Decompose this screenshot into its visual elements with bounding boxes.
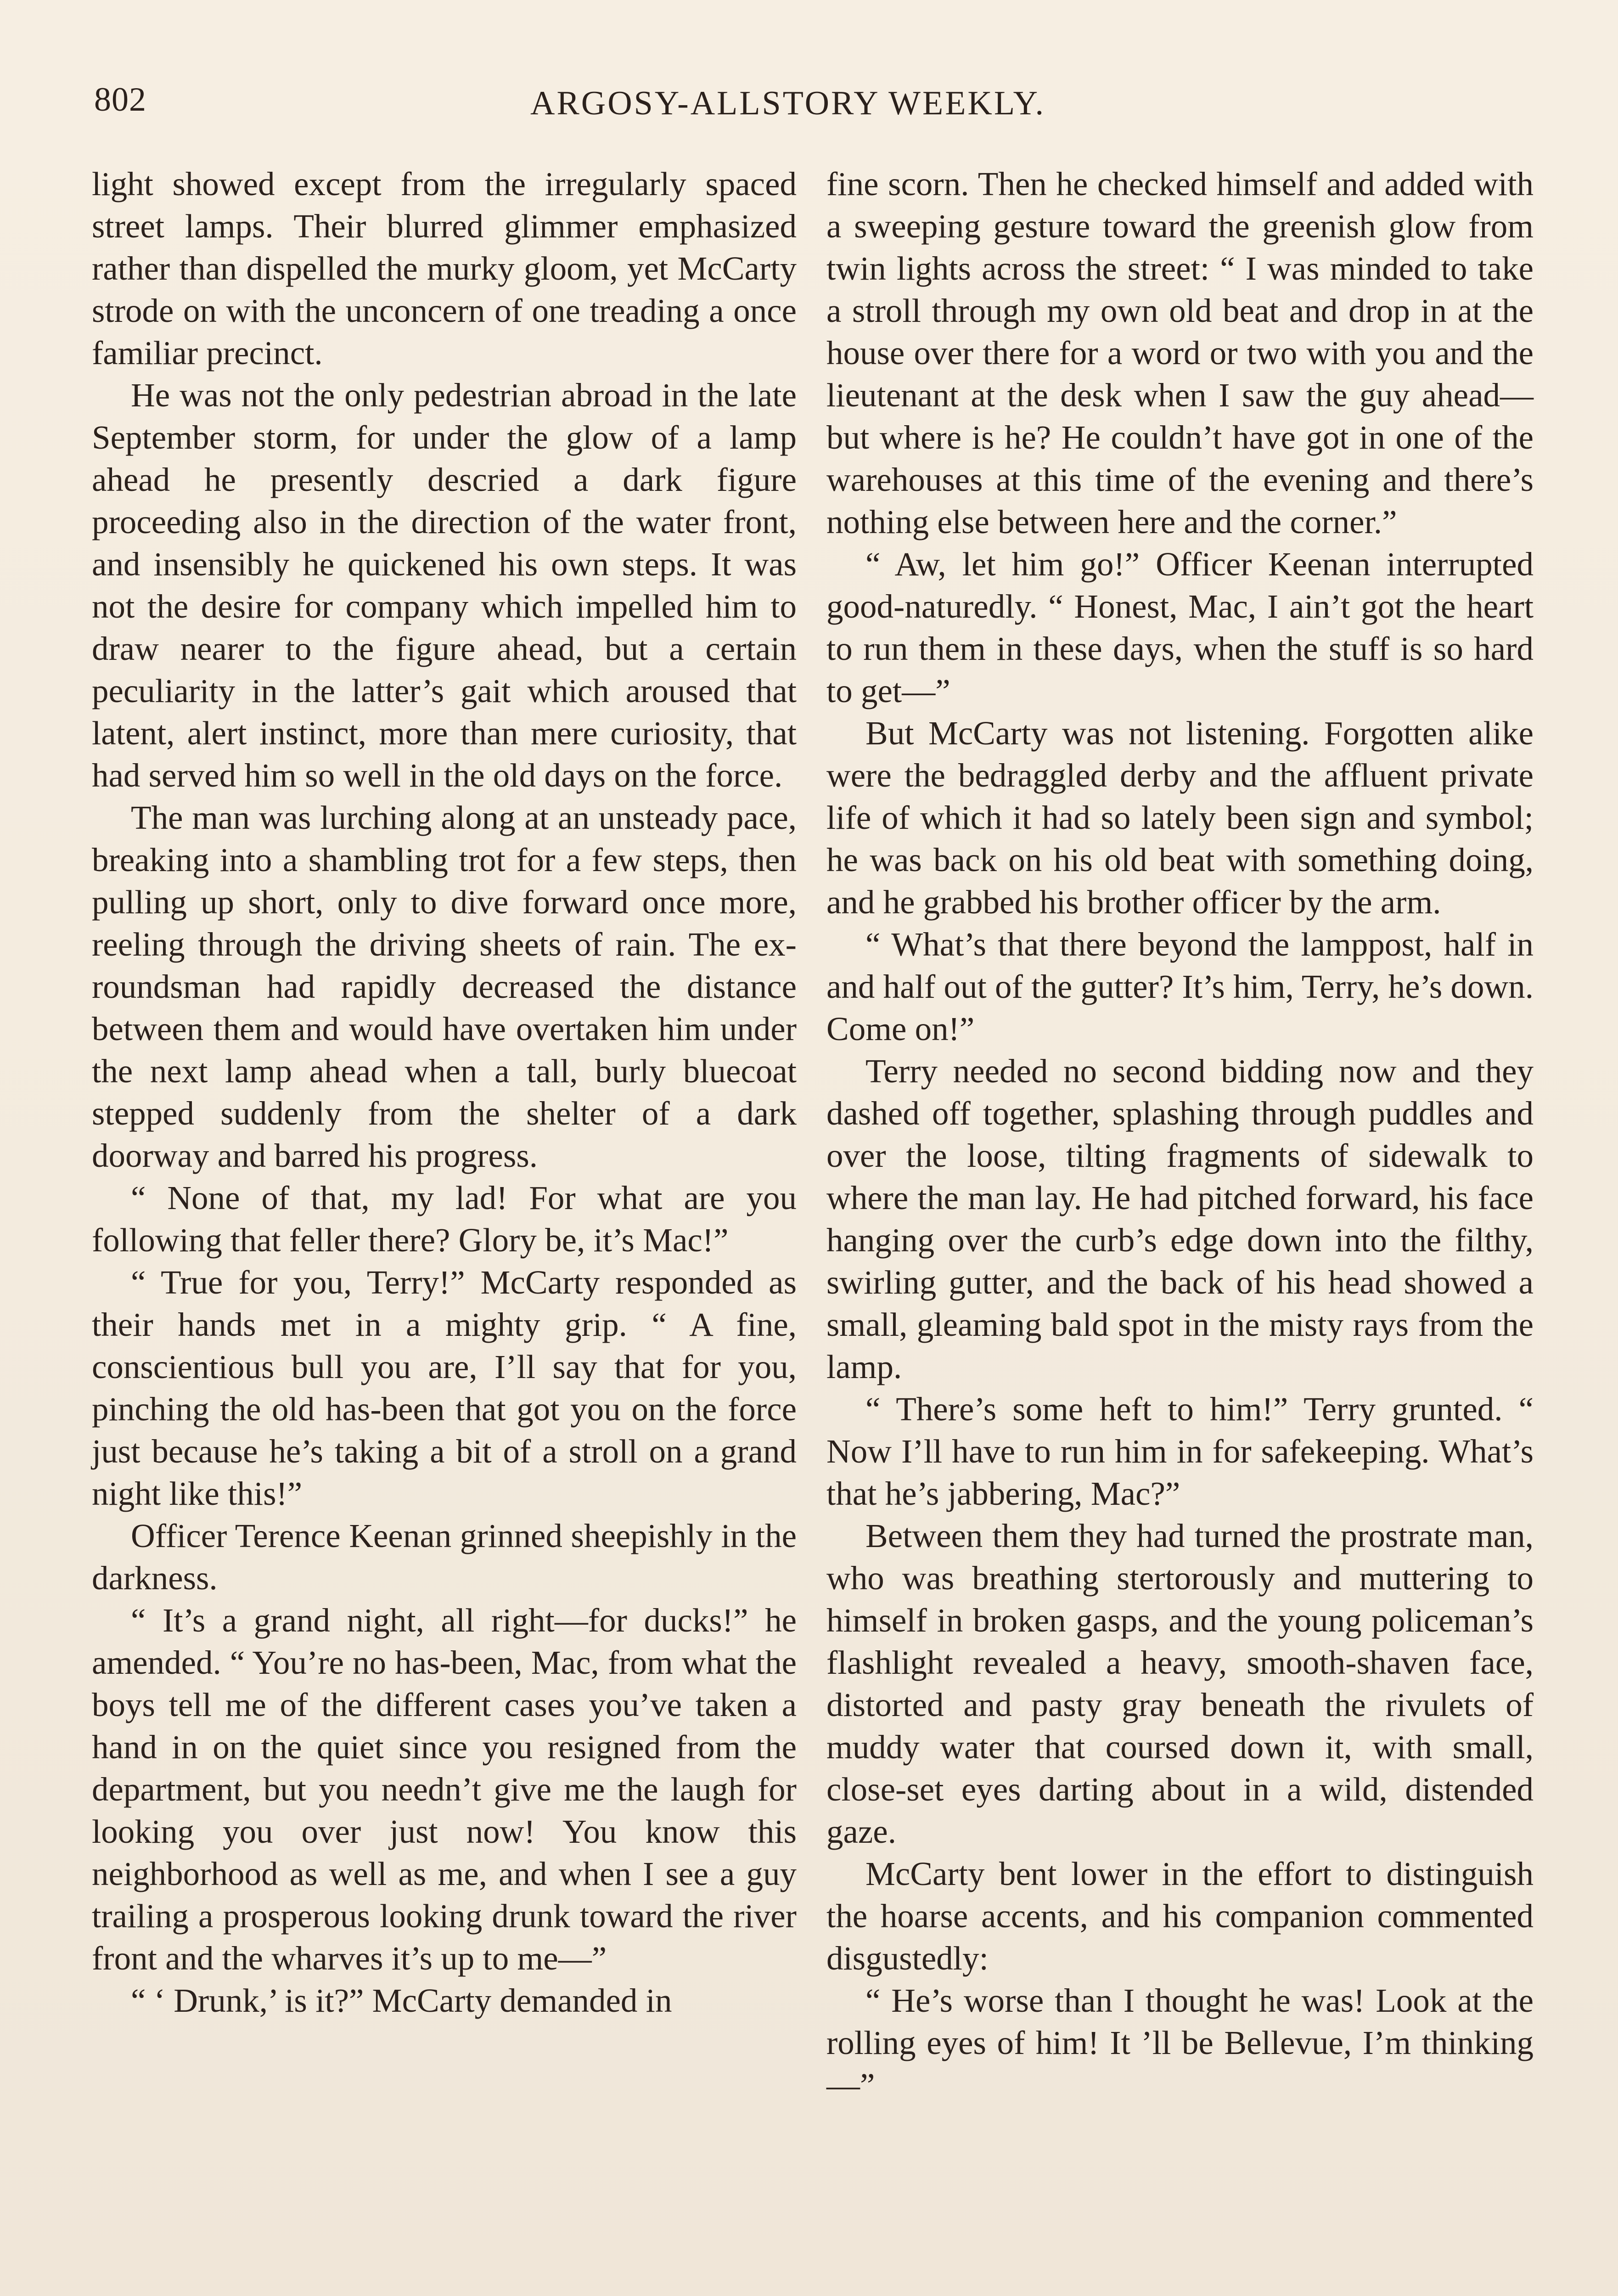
paragraph: “ It’s a grand night, all right—for ducks!” he amended. “ You’re no has-been, Mac, from what the boys tell me of the different cases you’ve taken a hand in on the quiet since you resigned from the department, but you needn’t give me the laugh for looking you over just now! You know this neighborhood as well as me, and when I see a guy trailing a prosperous looking drunk toward the river front and the wharves it’s up to me—”: [92, 1602, 797, 1977]
paragraph: Officer Terence Keenan grinned sheepishly in the darkness.: [92, 1517, 797, 1597]
paragraph: fine scorn. Then he checked himself and added with a sweeping gesture toward the greenish glow from twin lights across the street: “ I was minded to take a stroll through my own old beat and drop in at the house over there for a word or two with you and the lieutenant at the desk when I saw the guy ahead—but where is he? He couldn’t have got in one of the warehouses at this time of the evening and there’s nothing else between here and the corner.”: [826, 165, 1534, 540]
paragraph: “ True for you, Terry!” McCarty responded as their hands met in a mighty grip. “ A fine, conscientious bull you are, I’ll say that for you, pinching the old has-been that got you on the force just because he’s taking a bit of a stroll on a grand night like this!”: [92, 1264, 797, 1512]
paragraph: light showed except from the irregularly spaced street lamps. Their blurred glimmer emphasized rather than dispelled the murky gloom, yet McCarty strode on with the unconcern of one treading a once familiar precinct.: [92, 165, 797, 371]
paragraph: “ Aw, let him go!” Officer Keenan interrupted good-naturedly. “ Honest, Mac, I ain’t got the heart to run them in these days, when the stuff is so hard to get—”: [826, 546, 1534, 709]
right-column: [826, 163, 1534, 2106]
paragraph: “ What’s that there beyond the lamppost, half in and half out of the gutter? It’s him, Terry, he’s down. Come on!”: [826, 926, 1534, 1047]
paragraph: “ None of that, my lad! For what are you following that feller there? Glory be, it’s Mac!”: [92, 1179, 797, 1259]
paragraph: The man was lurching along at an unsteady pace, breaking into a shambling trot for a few steps, then pulling up short, only to dive forward once more, reeling through the driving sheets of rain. The ex-roundsman had rapidly decreased the distance between them and would have overtaken him under the next lamp ahead when a tall, burly bluecoat stepped suddenly from the shelter of a dark doorway and barred his progress.: [92, 799, 797, 1174]
paragraph: Terry needed no second bidding now and they dashed off together, splashing through puddles and over the loose, tilting fragments of sidewalk to where the man lay. He had pitched forward, his face hanging over the curb’s edge down into the filthy, swirling gutter, and the back of his head showed a small, gleaming bald spot in the misty rays from the lamp.: [826, 1052, 1534, 1385]
paragraph: “ There’s some heft to him!” Terry grunted. “ Now I’ll have to run him in for safekeeping. What’s that he’s jabbering, Mac?”: [826, 1390, 1534, 1512]
left-column: [92, 163, 797, 2022]
paragraph: McCarty bent lower in the effort to distinguish the hoarse accents, and his companion commented disgustedly:: [826, 1855, 1534, 1977]
paragraph: “ ‘ Drunk,’ is it?” McCarty demanded in: [131, 1982, 672, 2019]
page-number: 802: [94, 81, 146, 118]
running-head: ARGOSY-ALLSTORY WEEKLY.: [530, 84, 1046, 122]
paragraph: But McCarty was not listening. Forgotten alike were the bedraggled derby and the affluent private life of which it had so lately been sign and symbol; he was back on his old beat with something doing, and he grabbed his brother officer by the arm.: [826, 715, 1534, 921]
page-header: [94, 80, 1540, 135]
paragraph: “ He’s worse than I thought he was! Look at the rolling eyes of him! It ’ll be Bellevue, I’m thinking—”: [826, 1982, 1534, 2104]
paragraph: He was not the only pedestrian abroad in the late September storm, for under the glow of a lamp ahead he presently descried a dark figure proceeding also in the direction of the water front, and insensibly he quickened his own steps. It was not the desire for company which impelled him to draw nearer to the figure ahead, but a certain peculiarity in the latter’s gait which aroused that latent, alert instinct, more than mere curiosity, that had served him so well in the old days on the force.: [92, 377, 797, 794]
paragraph: Between them they had turned the prostrate man, who was breathing stertorously and muttering to himself in broken gasps, and the young policeman’s flashlight revealed a heavy, smooth-shaven face, distorted and pasty gray beneath the rivulets of muddy water that coursed down it, with small, close-set eyes darting about in a wild, distended gaze.: [826, 1517, 1534, 1850]
